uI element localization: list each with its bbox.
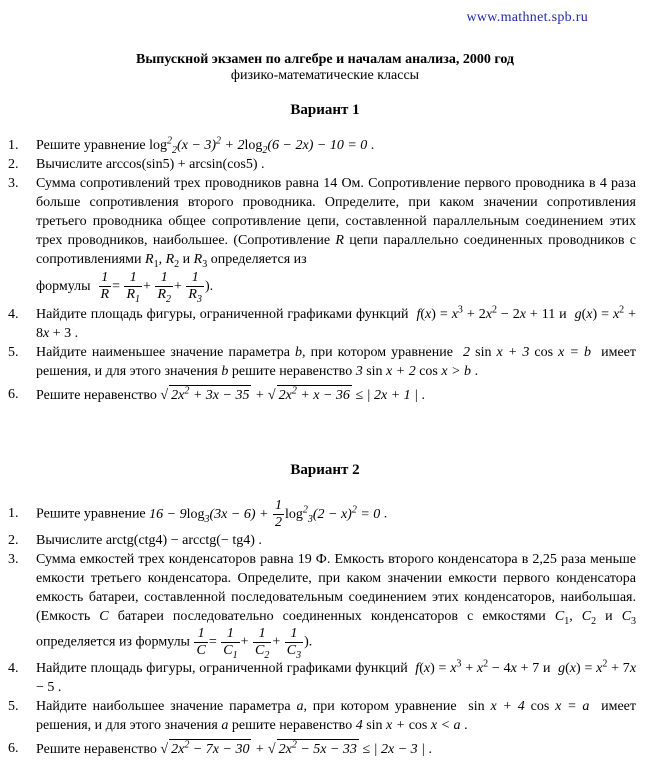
problem-2-1: 1. Решите уравнение $16 - 9\log_3(3x - 6)$ + $\frac{1}{2}$ $\log^2_3(2 - x)^2 = 0$ .	[8, 498, 388, 530]
exam-title: Выпускной экзамен по алгебре и началам анализа, 2000 год	[135, 52, 515, 67]
problem-1-1: 1. Решите уравнение $\log^2_2(x - 3)^2 + 2\log_2(6 - 2x) - 10 = 0$ .	[8, 135, 375, 156]
problem-2-6: 6. Решите неравенство √ $2x^2 - 7x - 30$ + √ $2x^2 - 5x - 33$ ≤ | 2x − 3 | .	[8, 739, 432, 757]
variant-2-problems	[8, 498, 636, 759]
variant-2-heading: Вариант 2	[290, 462, 360, 478]
problem-1-5: 5. Найдите наименьшее значение параметра b, при котором уравнение 2 sin x + 3 cos x = b имеет решения, и для этого значения b решите неравенство 3 sin x + 2 cos x > b .	[8, 345, 637, 379]
problem-1-6: 6. Решите неравенство √ $2x^2 + 3x - 35$ + √ $2x^2 + x - 36$ ≤ | 2x + 1 | .	[8, 385, 425, 403]
problem-1-2: 2. Вычислите arccos(sin5) + arcsin(cos5) .	[8, 157, 265, 172]
problem-2-4: 4. Найдите площадь фигуры, ограниченной графиками функций $f(x) = x^3 + x^2 - 4x + 7$ и $g(x) = x^2 + 7x - 5$ .	[8, 658, 637, 695]
problem-2-3: 3. Сумма емкостей трех конденсаторов равна 19 Ф. Емкость второго конденсатора в 2,25 раза меньше емкости третьего конденсатора. Определите, при каком значении емкости первого конденсатора емкость батареи, составленной последовательным соединением этих конденсаторов, наибольшая. (Емкость C батареи последовательно соединенных конденсаторов с емкостями $C_1$, $C_2$ и $C_3$ определяется из формулы $\frac{1}{C}$ = $\frac{1}{C_1}$ + $\frac{1}{C_2}$ + $\frac{1}{C_3}$ ).	[8, 552, 637, 661]
problem-2-2: 2. Вычислите arctg(ctg4) − arcctg(− tg4) .	[8, 533, 262, 548]
site-url[interactable]: www.mathnet.spb.ru	[466, 10, 588, 25]
problem-1-4: 4. Найдите площадь фигуры, ограниченной графиками функций $f(x) = x^3 + 2x^2 - 2x + 11$ и $g(x) = x^2 + 8x + 3$ .	[8, 304, 637, 341]
problem-1-3: 3. Сумма сопротивлений трех проводников равна 14 Ом. Сопротивление первого проводника в 4 раза больше сопротивления второго проводника. Определите, при каком значении сопротивления третьего проводника общее сопротивление цепи, составленной параллельным соединением этих трех проводников, наибольшее. (Сопротивление R цепи параллельно соединенных проводников с сопротивлениями $R_1$, $R_2$ и $R_3$ определяется из формулы $\frac{1}{R}$ = $\frac{1}{R_1}$ + $\frac{1}{R_2}$ + $\frac{1}{R_3}$ ).	[8, 176, 637, 306]
problem-2-5: 5. Найдите наибольшее значение параметра a, при котором уравнение sin x + 4 cos x = a имеет решения, и для этого значения a решите неравенство 4 sin x + cos x < a .	[8, 699, 637, 733]
exam-subtitle: физико-математические классы	[230, 68, 420, 83]
variant-1-problems	[8, 136, 636, 405]
variant-1-heading: Вариант 1	[290, 102, 360, 118]
